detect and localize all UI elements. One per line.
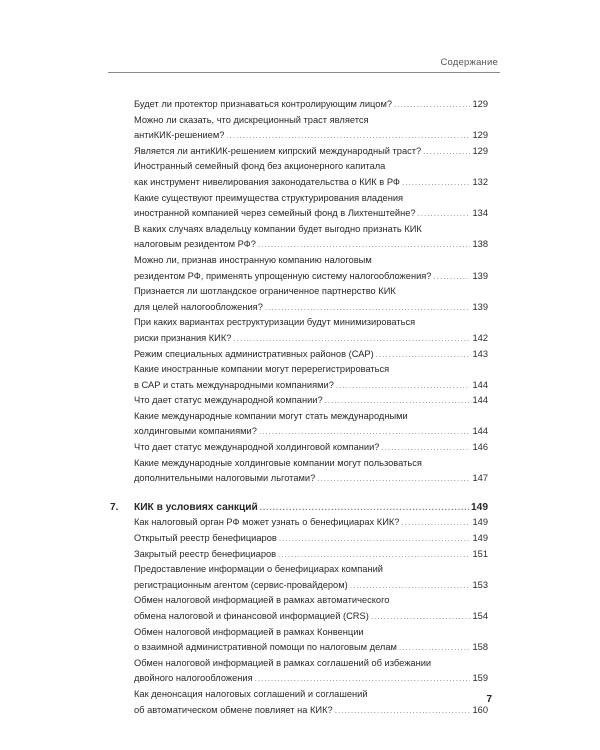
toc-entry-text: В каких случаях владельцу компании будет выгодно признать КИК xyxy=(134,223,422,234)
toc-entry-text: как инструмент нивелирования законодательства о КИК в РФ xyxy=(134,176,400,187)
toc-entry-text: Как налоговый орган РФ может узнать о бенефициарах КИК? xyxy=(134,517,400,528)
entries-before xyxy=(110,97,488,487)
leader-dots xyxy=(381,440,470,456)
toc-entry-page: 144 xyxy=(472,426,488,437)
toc-entry-text: резидентом РФ, применять упрощенную систему налогообложения? xyxy=(134,270,432,281)
toc-entry-page: 159 xyxy=(472,673,488,684)
toc-entry[interactable] xyxy=(134,656,488,687)
toc-entry-text: Будет ли протектор признаваться контролирующим лицом? xyxy=(134,99,393,109)
toc-entry[interactable] xyxy=(134,625,488,656)
entries-after xyxy=(110,515,488,718)
section-number: 7. xyxy=(110,501,119,513)
toc-entry-page: 160 xyxy=(472,704,488,715)
toc-entry-page: 146 xyxy=(472,442,488,453)
leader-dots xyxy=(258,237,471,253)
toc-entry-page: 147 xyxy=(472,473,488,484)
toc-entry-page: 143 xyxy=(472,348,488,359)
toc-entry-text: иностранной компанией через семейный фонд в Лихтенштейне? xyxy=(134,208,416,219)
toc-entry-page: 154 xyxy=(472,611,488,621)
leader-dots xyxy=(255,671,471,687)
toc-entry-text: холдинговыми компаниями? xyxy=(134,426,257,437)
toc-entry-page: 149 xyxy=(472,517,488,528)
toc-entry-page: 142 xyxy=(472,332,488,343)
section-heading[interactable] xyxy=(110,500,488,516)
toc-entry[interactable] xyxy=(134,531,488,547)
toc-entry-page: 132 xyxy=(472,176,488,187)
toc-entry-text: Обмен налоговой информацией в рамках соглашений об избежании xyxy=(134,657,432,668)
leader-dots xyxy=(335,703,471,719)
toc-entry-text: о взаимной административной помощи по налоговым делам xyxy=(134,642,397,653)
leader-dots xyxy=(371,609,471,625)
toc-entry-text: налоговым резидентом РФ? xyxy=(134,239,256,250)
toc-entry-page: 149 xyxy=(472,533,488,544)
leader-dots xyxy=(402,175,470,191)
leader-dots xyxy=(265,300,471,316)
toc-entry-text: Обмен налоговой информацией в рамках Конвенции xyxy=(134,626,364,637)
leader-dots xyxy=(317,471,470,487)
section-title: КИК в условиях санкций xyxy=(134,501,258,513)
toc-entry-text: для целей налогообложения? xyxy=(134,301,263,312)
toc-entry[interactable] xyxy=(134,515,488,531)
toc-entry-text: двойного налогообложения xyxy=(134,673,253,684)
toc-entry[interactable] xyxy=(134,315,488,346)
toc-entry[interactable] xyxy=(134,284,488,315)
leader-dots xyxy=(394,97,470,113)
toc-entry-text: Открытый реестр бенефициаров xyxy=(134,533,277,544)
leader-dots xyxy=(418,206,471,222)
section-page: 149 xyxy=(471,501,488,513)
toc-entry-text: Можно ли сказать, что дискреционный траст является xyxy=(134,114,369,125)
toc-entry[interactable] xyxy=(134,562,488,593)
toc-entry[interactable] xyxy=(134,144,488,160)
toc-entry-text: Является ли антиКИК-решением кипрский международный траст? xyxy=(134,145,422,156)
leader-dots xyxy=(336,378,471,394)
toc-entry-text: Какие существуют преимущества структурирования владения xyxy=(134,192,404,203)
header-title: Содержание xyxy=(440,57,498,68)
toc-entry-text: Признается ли шотландское ограниченное партнерство КИК xyxy=(134,286,396,297)
toc-entry-text: дополнительными налоговыми льготами? xyxy=(134,473,316,484)
toc-entry-page: 129 xyxy=(472,130,488,141)
toc-entry-text: Как денонсация налоговых соглашений и соглашений xyxy=(134,688,368,699)
leader-dots xyxy=(399,640,471,656)
toc-entry-text: Какие иностранные компании могут перерегистрироваться xyxy=(134,364,390,375)
leader-dots xyxy=(325,393,471,409)
toc-entry[interactable] xyxy=(134,347,488,363)
toc-entry-page: 139 xyxy=(472,301,488,312)
toc-entry[interactable] xyxy=(134,440,488,456)
toc-entry-page: 144 xyxy=(472,379,488,390)
toc-entry-page: 151 xyxy=(472,548,488,559)
toc-entry[interactable] xyxy=(134,191,488,222)
toc-entry[interactable] xyxy=(134,222,488,253)
toc-entry[interactable] xyxy=(134,159,488,190)
toc-entry-text: Какие международные холдинговые компании могут пользоваться xyxy=(134,457,422,468)
toc-entry-text: антиКИК-решением? xyxy=(134,130,225,141)
toc-entry-text: в САР и стать международными компаниями? xyxy=(134,379,334,390)
leader-dots xyxy=(423,144,470,160)
toc-entry[interactable] xyxy=(134,409,488,440)
toc-entry-text: Что дает статус международной компании? xyxy=(134,395,323,406)
toc-entry-page: 138 xyxy=(472,239,488,250)
toc-entry-text: Иностранный семейный фонд без акционерного капитала xyxy=(134,161,386,172)
toc-entry-text: Можно ли, признав иностранную компанию налоговым xyxy=(134,254,372,265)
toc-entry-text: При каких вариантах реструктуризации будут минимизироваться xyxy=(134,317,416,328)
page-number: 7 xyxy=(486,694,492,705)
toc-entry-page: 144 xyxy=(472,395,488,406)
toc-entry[interactable] xyxy=(134,456,488,487)
leader-dots xyxy=(433,269,470,285)
leader-dots xyxy=(260,500,469,516)
toc-entry-text: Что дает статус международной холдинговой компании? xyxy=(134,442,380,453)
toc-entry-text: Режим специальных административных районов (САР) xyxy=(134,348,374,359)
toc-entry-page: 134 xyxy=(472,208,488,219)
leader-dots xyxy=(279,531,471,547)
toc-entry-page: 153 xyxy=(472,579,488,590)
toc-entry-page: 139 xyxy=(472,270,488,281)
toc-entry[interactable] xyxy=(134,687,488,718)
toc-entry[interactable] xyxy=(134,547,488,563)
leader-dots xyxy=(376,347,471,363)
leader-dots xyxy=(401,515,470,531)
toc-entry-text: регистрационным агентом (сервис-провайдером) xyxy=(134,579,348,590)
toc-entry-text: об автоматическом обмене повлияет на КИК? xyxy=(134,704,333,715)
toc-entry-text: Предоставление информации о бенефициарах компаний xyxy=(134,564,383,575)
leader-dots xyxy=(233,331,470,347)
toc-entry-text: обмена налоговой и финансовой информацией (CRS) xyxy=(134,611,369,621)
toc-entry[interactable] xyxy=(134,253,488,284)
toc-entry-text: Обмен налоговой информацией в рамках автоматического xyxy=(134,595,390,606)
toc-entry-text: Какие международные компании могут стать международными xyxy=(134,410,408,421)
toc-entry-page: 129 xyxy=(472,99,488,109)
leader-dots xyxy=(259,424,471,440)
leader-dots xyxy=(278,547,470,563)
leader-dots xyxy=(226,128,470,144)
toc-entry-page: 158 xyxy=(472,642,488,653)
toc-entry[interactable] xyxy=(134,593,488,624)
leader-dots xyxy=(350,578,471,594)
toc-entry-text: риски признания КИК? xyxy=(134,332,232,343)
toc-entry[interactable] xyxy=(134,97,488,113)
table-of-contents xyxy=(110,97,488,718)
toc-entry[interactable] xyxy=(134,393,488,409)
toc-entry[interactable] xyxy=(134,113,488,144)
header-rule xyxy=(108,72,500,73)
toc-entry-page: 129 xyxy=(472,145,488,156)
toc-entry-text: Закрытый реестр бенефициаров xyxy=(134,548,277,559)
toc-entry[interactable] xyxy=(134,362,488,393)
